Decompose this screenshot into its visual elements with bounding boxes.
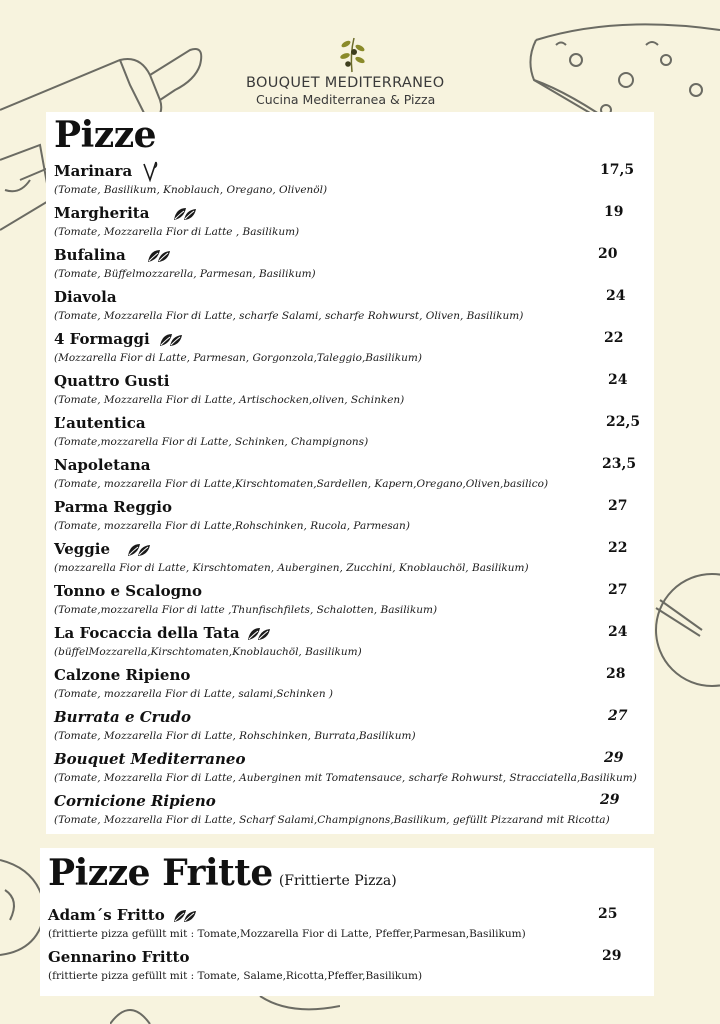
menu-item-description: (mozzarella Fior di Latte, Kirschtomaten, Auberginen, Zucchini, Knoblauchöl, Basilikum)	[54, 562, 529, 574]
bottom-sketch	[110, 996, 340, 1024]
menu-item-price: 23,5	[602, 456, 637, 472]
menu-item	[46, 540, 654, 582]
menu-item-description: (Tomate, mozzarella Fior di Latte,Rohschinken, Rucola, Parmesan)	[54, 520, 410, 532]
leaf-icon	[172, 908, 198, 924]
menu-item	[46, 204, 654, 246]
section-subtitle-fritte: (Frittierte Pizza)	[278, 873, 397, 889]
menu-item-price: 29	[604, 750, 624, 766]
menu-item-name: Napoletana	[54, 456, 151, 474]
section-title-fritte	[48, 852, 397, 894]
menu-item-name: L’autentica	[54, 414, 146, 432]
menu-item-description: (Mozzarella Fior di Latte, Parmesan, Gorgonzola,Taleggio,Basilikum)	[54, 352, 422, 364]
menu-item	[46, 246, 654, 288]
menu-item	[46, 456, 654, 498]
menu-item-price: 17,5	[600, 162, 635, 178]
menu-item-name: La Focaccia della Tata	[54, 624, 240, 642]
menu-item-description: (Tomate, Mozzarella Fior di Latte, Auberginen mit Tomatensauce, scharfe Rohwurst, Stracciatella,Basilikum)	[54, 772, 637, 784]
menu-item-price: 25	[598, 906, 618, 922]
menu-item-name: Veggie	[54, 540, 111, 558]
leaf-icon	[146, 248, 172, 264]
menu-item-name: Adam´s Fritto	[48, 906, 165, 924]
menu-item-price: 27	[608, 582, 628, 598]
leaf-icon	[126, 542, 152, 558]
menu-item-price: 27	[608, 708, 628, 724]
menu-item	[46, 162, 654, 204]
menu-item-name: Burrata e Crudo	[54, 708, 191, 726]
section-title-pizze: Pizze	[54, 114, 157, 156]
menu-item-name: Tonno e Scalogno	[54, 582, 203, 600]
vegan-v-icon	[142, 160, 158, 182]
menu-item-price: 27	[608, 498, 628, 514]
menu-item-description: (Tomate, mozzarella Fior di Latte, salami,Schinken )	[54, 688, 334, 700]
menu-item-description: (Tomate, Mozzarella Fior di Latte, Rohschinken, Burrata,Basilikum)	[54, 730, 416, 742]
menu-item-price: 19	[604, 204, 624, 220]
menu-item-description: (Tomate, Büffelmozzarella, Parmesan, Basilikum)	[54, 268, 316, 280]
menu-item-name: Margherita	[54, 204, 150, 222]
menu-item	[46, 624, 654, 666]
menu-item	[46, 582, 654, 624]
leaf-icon	[158, 332, 184, 348]
menu-item	[40, 948, 654, 992]
menu-item	[46, 792, 654, 834]
menu-item-price: 24	[606, 288, 626, 304]
menu-item-name: Bufalina	[54, 246, 126, 264]
menu-item	[46, 498, 654, 540]
menu-item	[46, 414, 654, 456]
menu-item-price: 22	[608, 540, 628, 556]
menu-item-price: 22,5	[606, 414, 641, 430]
menu-item-description: (Tomate, mozzarella Fior di Latte,Kirschtomaten,Sardellen, Kapern,Oregano,Oliven,basilico)	[54, 478, 549, 490]
menu-item-name: Calzone Ripieno	[54, 666, 191, 684]
leaf-icon	[172, 206, 198, 222]
menu-item-description: (Tomate, Mozzarella Fior di Latte, Artischocken,oliven, Schinken)	[54, 394, 405, 406]
menu-item-description: (Tomate, Mozzarella Fior di Latte , Basilikum)	[54, 226, 300, 238]
menu-item-description: (büffelMozzarella,Kirschtomaten,Knoblauchöl, Basilikum)	[54, 646, 362, 658]
brand-subtitle: Cucina Mediterranea & Pizza	[256, 92, 436, 107]
menu-item	[46, 330, 654, 372]
menu-item-description: (Tomate, Mozzarella Fior di Latte, Scharf Salami,Champignons,Basilikum, gefüllt Pizzarand mit Ricotta)	[54, 814, 610, 826]
menu-item-description: (frittierte pizza gefüllt mit : Tomate, Salame,Ricotta,Pfeffer,Basilikum)	[48, 970, 423, 982]
section-title-fritte-text: Pizze Fritte	[48, 852, 273, 894]
menu-item-name: 4 Formaggi	[54, 330, 150, 348]
brand-name-part1: BOUQUET	[246, 75, 320, 91]
menu-item-price: 20	[598, 246, 618, 262]
menu-item-name: Bouquet Mediterraneo	[54, 750, 246, 768]
menu-item	[46, 666, 654, 708]
pizze-menu-panel	[46, 112, 654, 834]
menu-item-name: Gennarino Fritto	[48, 948, 190, 966]
pizza-cutter-sketch	[652, 570, 720, 700]
menu-item-name: Cornicione Ripieno	[54, 792, 216, 810]
brand-name-part2: MEDITERRANEO	[324, 75, 445, 91]
menu-item	[46, 750, 654, 792]
menu-item-name: Parma Reggio	[54, 498, 173, 516]
leaf-icon	[246, 626, 272, 642]
fritte-menu-panel	[40, 848, 654, 996]
menu-item-price: 24	[608, 372, 628, 388]
olive-branch-icon	[334, 34, 370, 74]
menu-item-description: (frittierte pizza gefüllt mit : Tomate,Mozzarella Fior di Latte, Pfeffer,Parmesan,Basilikum)	[48, 928, 526, 940]
menu-item-description: (Tomate, Mozzarella Fior di Latte, scharfe Salami, scharfe Rohwurst, Oliven, Basilikum)	[54, 310, 524, 322]
menu-item-name: Quattro Gusti	[54, 372, 170, 390]
menu-item-price: 29	[602, 948, 622, 964]
menu-item-description: (Tomate,mozzarella Fior di latte ,Thunfischfilets, Schalotten, Basilikum)	[54, 604, 438, 616]
menu-item-price: 28	[606, 666, 626, 682]
menu-item-price: 22	[604, 330, 624, 346]
menu-item	[46, 708, 654, 750]
brand-name	[246, 75, 444, 91]
menu-item	[40, 906, 654, 950]
menu-item-price: 24	[608, 624, 628, 640]
menu-item-price: 29	[600, 792, 620, 808]
menu-item	[46, 372, 654, 414]
menu-item-name: Marinara	[54, 162, 133, 180]
menu-item-description: (Tomate, Basilikum, Knoblauch, Oregano, Olivenöl)	[54, 184, 328, 196]
menu-item-name: Diavola	[54, 288, 117, 306]
menu-item	[46, 288, 654, 330]
menu-item-description: (Tomate,mozzarella Fior di Latte, Schinken, Champignons)	[54, 436, 369, 448]
